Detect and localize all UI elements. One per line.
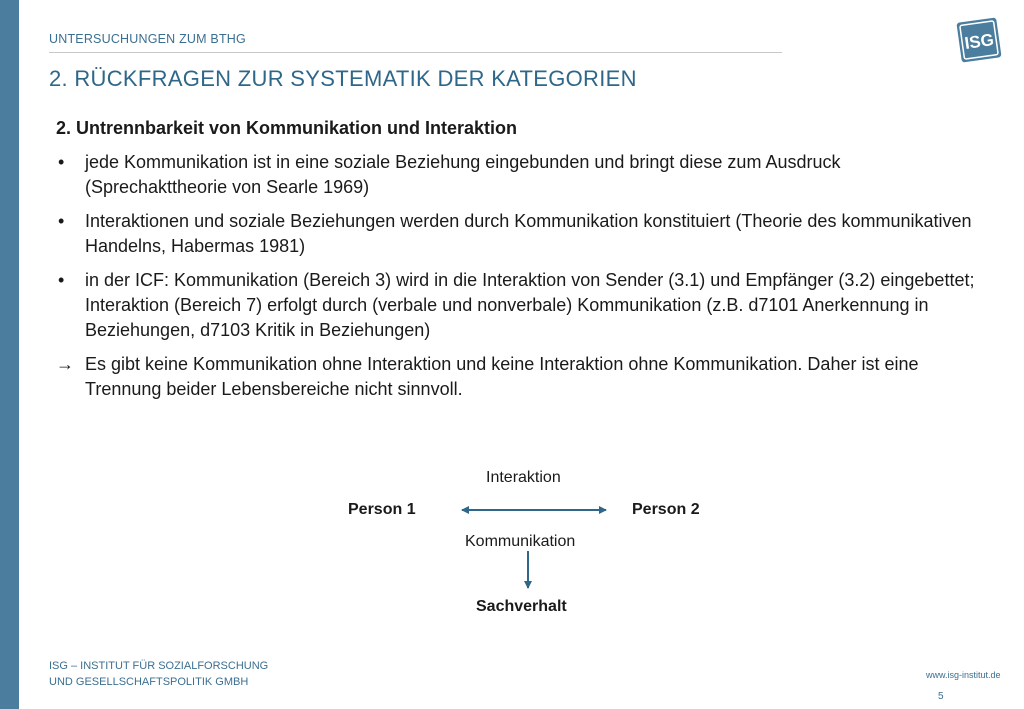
diagram-node-person-1: Person 1 [348, 501, 416, 518]
diagram-node-person-2: Person 2 [632, 501, 700, 518]
footer-org-line-2: UND GESELLSCHAFTSPOLITIK GMBH [49, 676, 249, 688]
content-heading: 2. Untrennbarkeit von Kommunikation und Interaktion [56, 118, 518, 138]
diagram-label-interaktion: Interaktion [486, 469, 561, 486]
footer-organization [49, 658, 268, 690]
section-subtitle: UNTERSUCHUNGEN ZUM BTHG [49, 32, 246, 46]
footer-website-link[interactable]: www.isg-institut.de [926, 670, 1001, 680]
bullet-icon: • [58, 270, 65, 290]
conclusion-text: Es gibt keine Kommunikation ohne Interaktion und keine Interaktion ohne Kommunikation. Daher ist eine Trennung beider Lebensbereiche nicht sinnvoll. [85, 354, 919, 399]
bullet-icon: • [58, 152, 65, 172]
bullet-text: Interaktionen und soziale Beziehungen werden durch Kommunikation konstituiert (Theorie des kommunikativen Handelns, Habermas 1981) [85, 211, 972, 256]
diagram-node-sachverhalt: Sachverhalt [476, 598, 567, 615]
bullet-icon: • [58, 211, 65, 231]
page-number: 5 [938, 691, 944, 702]
logo-text: ISG [963, 30, 996, 53]
bullet-text: in der ICF: Kommunikation (Bereich 3) wird in die Interaktion von Sender (3.1) und Empfänger (3.2) eingebettet; Interaktion (Bereich 7) erfolgt durch (verbale und nonverbale) Kommunikation (z.B. d7101 Anerkennung in Beziehungen, d7103 Kritik in Beziehungen) [85, 270, 975, 340]
bullet-text: jede Kommunikation ist in eine soziale Beziehung eingebunden und bringt diese zum Ausdruck (Sprechakttheorie von Searle 1969) [85, 152, 841, 197]
page-title: 2. RÜCKFRAGEN ZUR SYSTEMATIK DER KATEGORIEN [49, 66, 637, 91]
diagram-label-kommunikation: Kommunikation [465, 533, 576, 550]
arrow-right-icon: → [56, 354, 74, 374]
footer-org-line-1: ISG – INSTITUT FÜR SOZIALFORSCHUNG [49, 660, 269, 672]
